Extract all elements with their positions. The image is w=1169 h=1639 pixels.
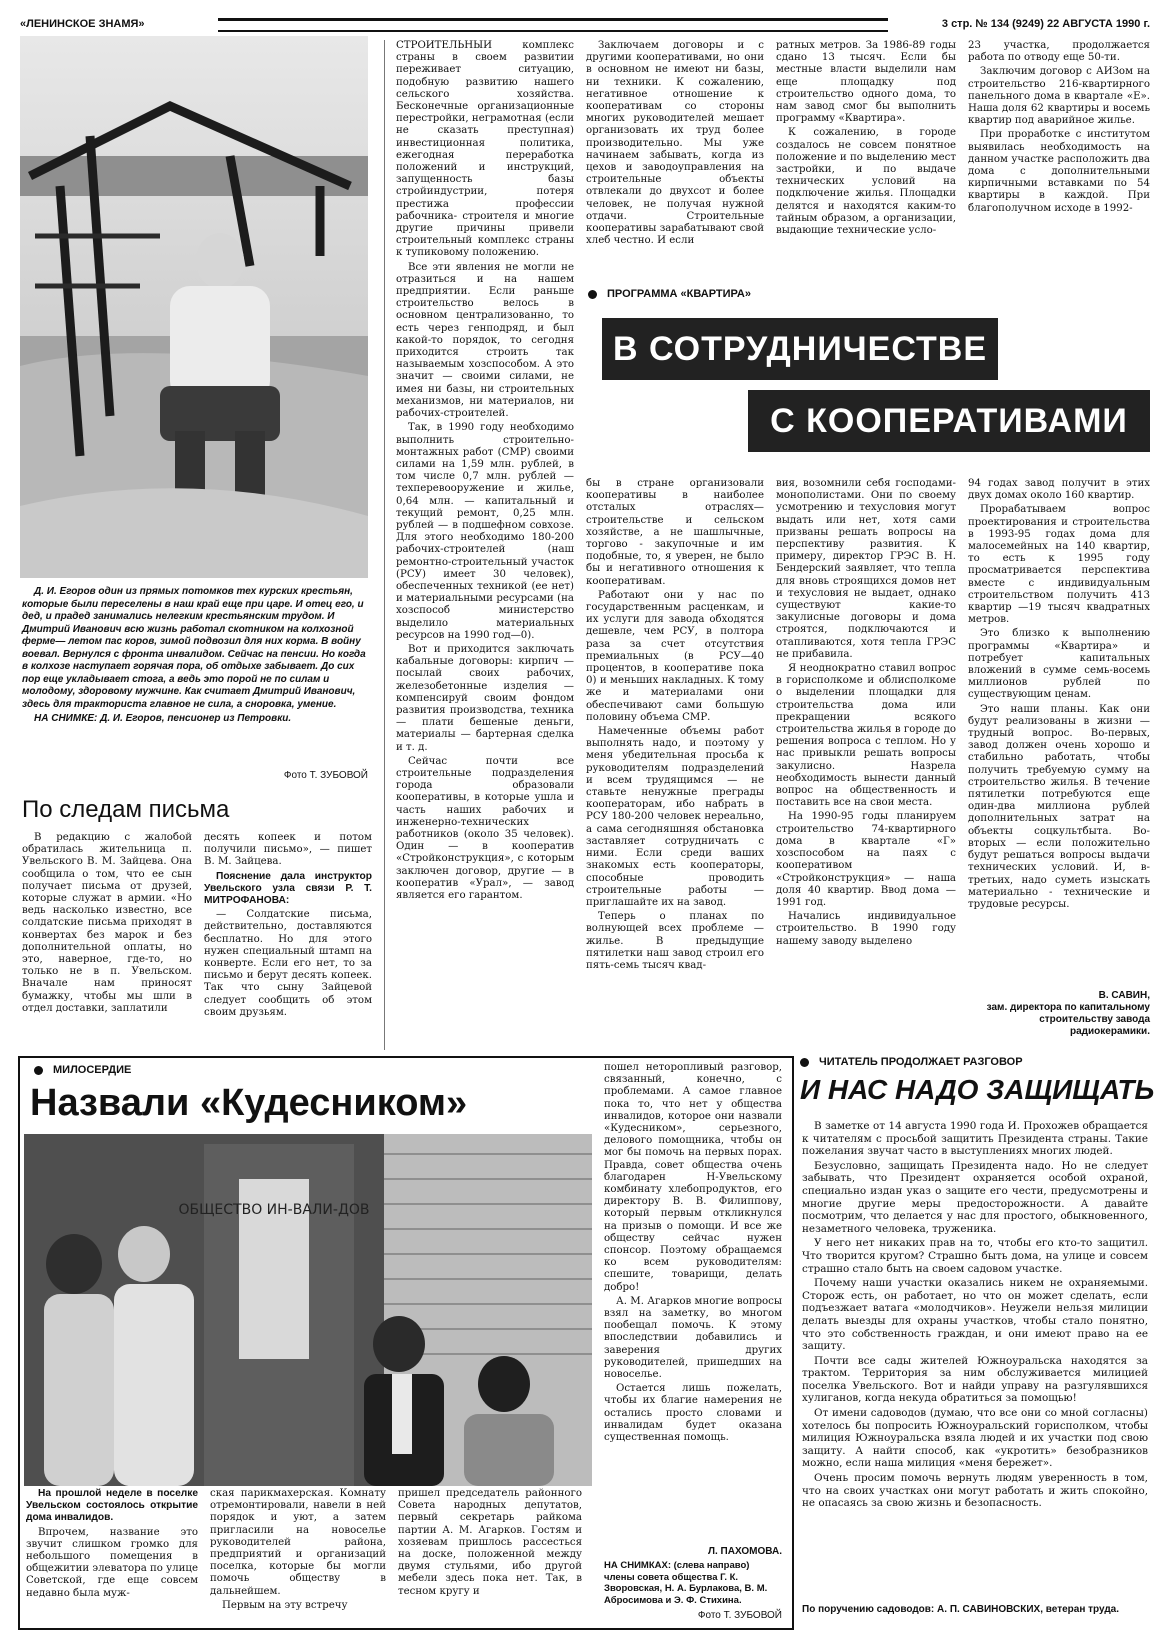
reader-para: Безусловно, защищать Президента надо. Но не следует забывать, что Президент охраняется особой охраной, специально издан указ о защите его чести, предусмотрены и многие другие меры предосторожности. А давайте посмотрим, что делается у нас для простого, обыкновенного, незаметного человека, труженика. — [802, 1159, 1148, 1235]
masthead-rule — [218, 18, 888, 32]
article-signature — [968, 990, 1150, 1038]
article-para: При проработке с институтом выявилась необходимость на данном участке расположить два дома с дополнительными кирпичными вставками по 54 квартиры в каждой. При благополучном исходе в 1992- — [968, 129, 1150, 214]
bullet-icon — [588, 290, 597, 299]
article-para: бы в стране организовали кооперативы в наиболее отсталых отраслях— строительстве и сельском хозяйстве, а не шашлычные, торгово - закупочные и им подобные, то, я уверен, не было бы и негативного отношения к кооперативам. — [586, 478, 764, 587]
article-para: Сейчас почти все строительные подразделения города образовали кооперативы, в которые ушла и часть наших рабочих и инженерно-технических работников (около 35 человек). Один — в кооператив «Стройконструкция», с которым заключен договор, другие — в кооператив «Урал», — завод является его гарантом. — [396, 755, 574, 902]
reader-headline: И НАС НАДО ЗАЩИЩАТЬ — [800, 1074, 1155, 1105]
signature-title: зам. директора по капитальному строительству завода радиокерамики. — [986, 1002, 1150, 1037]
article-para: Намеченные объемы работ выполнять надо, и поэтому у меня убедительная просьба к руководителям подразделений и всем трудящимся — не ставьте ненужные преграды кооператорам, ибо набрать в РСУ 180-200 человек нереально, а сама сегодняшняя обстановка заставляет сотрудничать с ними. Если среди ваших знакомых есть кооператоры, способные проводить строительные работы — приглашайте их на завод. — [586, 726, 764, 908]
caption-text: Д. И. Егоров один из прямых потомков тех курских крестьян, которые были переселены в наш край еще при царе. И отец его, и дед, и прадед занимались нелегким крестьянским трудом. И Дмитрий Иванович всю жизнь работал скотником на колхозной ферме— летом пас коров, зимой подвозил для них корма. В войну воевал. Вернулся с фронта инвалидом. Сейчас на пенсии. Но когда в колхозе наступает горячая пора, об отдыхе забывает. До сих пор еще укладывает стога, а ведь это порой не по силам и молодому, здоровому мужчине. Как считает Дмитрий Иванович, здесь для тракториста главное не сила, а сноровка, умение. — [22, 586, 366, 710]
article-para: Начались индивидуальное строительство. В 1990 году нашему заводу выделено — [776, 911, 956, 947]
headline-line-2: С КООПЕРАТИВАМИ — [748, 390, 1150, 452]
article-para: Все эти явления не могли не отразиться и на нашем предприятии. Если раньше строительство велось в основном централизованно, то есть через генподряд, и был какой-то порядок, то сегодня приходится строить так называемым хозспособом. А это значит — своими силами, не имея ни базы, ни строительных механизмов, ни материалов, ни рабочих-строителей. — [396, 261, 574, 420]
bullet-icon — [34, 1066, 43, 1075]
kudesnik-col-r — [604, 1062, 782, 1542]
letter-text-1: В редакцию с жалобой обратилась жительница п. Увельского В. М. Зайцева. Она сообщила о том, что ее сын получает письма от друзей, которые служат в армии. «Но ведь насколько известно, все солдатские письма приходят в конвертах без марок и без дополнительной оплаты, но это, наверное, где-то, но только не в п. Увельском. Вначале нам приносят бумажку, чтобы мы шли в отдел доставки, заплатили — [22, 832, 192, 1014]
article-para: 23 участка, продолжается работа по отводу еще 50-ти. — [968, 40, 1150, 64]
signature-name: В. САВИН, — [1098, 990, 1150, 1001]
kudesnik-photo-credit: Фото Т. ЗУБОВОЙ — [697, 1610, 782, 1621]
reader-rubric — [800, 1056, 1023, 1068]
article-col-d — [968, 478, 1150, 978]
headline-line-1: В СОТРУДНИЧЕСТВЕ — [602, 318, 998, 380]
rubric-text: ПРОГРАММА «КВАРТИРА» — [607, 288, 751, 300]
article-para: ратных метров. За 1986-89 годы сдано 13 тысяч. Если бы местные власти выделили нам еще площадку под строительство одного дома, то нам завод смог бы выполнить программу «Квартира». — [776, 40, 956, 125]
article-col-b-top — [586, 40, 764, 278]
kudesnik-para: Остается лишь пожелать, чтобы их благие намерения не остались просто словами и инвалидам будет оказана существенная помощь. — [604, 1383, 782, 1444]
kudesnik-para: ская парикмахерская. Комнату отремонтировали, навели в ней порядок и уют, а затем пригласили на новоселье руководителей района, предприятий и организаций поселка, которые бы могли помочь обществу в дальнейшем. — [210, 1488, 386, 1597]
kudesnik-photo-caption: НА СНИМКАХ: (слева направо) члены совета общества Г. К. Зворовская, Н. А. Бурлакова, В. М. Абросимова и Э. Ф. Стихина. — [604, 1560, 768, 1606]
photo-egorov-caption — [22, 586, 368, 726]
reader-para: Очень просим помочь вернуть людям уверенность в том, что на своих участках они могут работать и жить спокойно, не опасаясь за свою жизнь и безопасность. — [802, 1472, 1148, 1510]
reader-para: У него нет никаких прав на то, чтобы его кто-то защитил. Что творится кругом? Страшно быть дома, на улице и совсем страшно стало быть на своем садовом участке. — [802, 1237, 1148, 1275]
photo-credit: Фото Т. ЗУБОВОЙ — [283, 770, 368, 781]
kudesnik-lead: На прошлой неделе в поселке Увельском состоялось открытие дома инвалидов. — [26, 1488, 198, 1524]
article-para: Заключаем договоры и с другими кооперативами, но они в основном не имеют ни базы, ни техники. К сожалению, негативное отношение к кооперативам со стороны многих руководителей мешает организовать их труд более производительно. Мы уже начинаем забывать, когда из цехов и заводоуправления на строительные объекты отвлекали до двухсот и более человек, не получая нужной отдачи. Строительные кооперативы зарабатывают свой хлеб честно. И если — [586, 40, 764, 247]
rubric-text: ЧИТАТЕЛЬ ПРОДОЛЖАЕТ РАЗГОВОР — [819, 1056, 1023, 1068]
letter-col-2 — [204, 832, 372, 1042]
kudesnik-photo-image — [24, 1134, 592, 1486]
article-para: Теперь о планах по волнующей всех проблеме — жилье. В предыдущие пятилетки наш завод строил его пять-семь тысяч квад- — [586, 911, 764, 971]
article-rubric — [588, 288, 751, 300]
kudesnik-rubric — [34, 1064, 131, 1076]
kudesnik-para: Первым на эту встречу — [222, 1599, 348, 1611]
article-para: Работают они у нас по государственным расценкам, и их услуги для завода обходятся дешевле, чем РСУ, в полтора раза за счет отсутствия премиальных (в РСУ—40 процентов, в кооперативе пока 0) и меньших накладных. К тому же и материалами они обеспечивают сами большую половину объема СМР. — [586, 589, 764, 723]
kudesnik-para: Впрочем, название это звучит слишком громко для небольшого помещения в общежитии элеватора по улице Советской, где еще совсем недавно была муж- — [26, 1526, 198, 1599]
article-col-a — [396, 40, 574, 1050]
article-para: Это близко к выполнению программы «Квартира» и потребует капитальных вложений в сумме семь-восемь миллионов рублей по существующим ценам. — [968, 628, 1150, 701]
kudesnik-para: пошел неторопливый разговор, связанный, конечно, с проблемами. А самое главное пока то, что нет у общества инвалидов, которое они назвали «Кудесником», серьезного, делового помощника, чтобы он мог бы помочь на первых порах. Правда, совет общества очень благодарен Н-Увельскому комбинату хлебопродуктов, его директору В. В. Филиппову, который первым откликнулся на призыв о помощи. И все же обществу сейчас нужен спонсор. Поэтому обращаемся ко всем руководителям: спешите, товарищи, делать добро! — [604, 1062, 782, 1293]
article-para: К сожалению, в городе создалось не совсем понятное положение и по выделению мест застройки, и по выдаче технических условий на подключение жилья. Площадки делятся и находятся каким-то тайным образом, а организации, выдающие технические усло- — [776, 127, 956, 237]
photo-kudesnik — [24, 1134, 592, 1486]
article-col-d-top — [968, 40, 1150, 278]
masthead — [20, 14, 1150, 36]
issue-info: 3 стр. № 134 (9249) 22 АВГУСТА 1990 г. — [941, 18, 1150, 30]
kudesnik-col-2 — [210, 1488, 386, 1620]
reader-para: Почти все сады жителей Южноуральска находятся за трактом. Территория за ним обслуживается милицией поселка Увельского. Вот и найди управу на разгулявшихся хулиганов, когда некуда обратиться за помощью! — [802, 1354, 1148, 1405]
letter-col-1 — [22, 832, 192, 1042]
article-para: вия, возомнили себя господами-монополистами. Они по своему усмотрению и техусловия могут выдать или нет, хотя сами призваны решать вопросы на перспективу развития. К примеру, директор ГРЭС В. Н. Бендерский заявляет, что тепла для вновь строящихся домов нет и техусловия не выдает, однако существуют какие-то закулисные договоры и дома строятся, подключаются и отапливаются, хотя тепла ГРЭС не прибавила. — [776, 478, 956, 660]
article-col-c — [776, 478, 956, 1050]
letter-reply-head: Пояснение дала инструктор Увельского узла связи Р. Т. МИТРОФАНОВА: — [204, 870, 372, 907]
article-para: Прорабатываем вопрос проектирования и строительства в 1993-95 годах дома для малосемейных на 140 квартир, то есть к 1995 году просматривается перспектива вместе с индивидуальным строительством получить 413 квартир —19 тысяч квадратных метров. — [968, 504, 1150, 626]
letter-title: По следам письма — [22, 796, 230, 823]
reader-para: Почему наши участки оказались никем не охраняемыми. Сторож есть, он работает, но что он может сделать, если подъезжает ватага «молодчиков». Неужели нельзя милиции делать выезды для охраны участков, чтобы стало понятно, что это собственность граждан, и они имеют право на ее защиту. — [802, 1277, 1148, 1353]
sign-text: ОБЩЕСТВО ИН-ВАЛИ-ДОВ — [178, 1202, 370, 1218]
article-para: На 1990-95 годы планируем строительство 74-квартирного дома в квартале «Г» хозспособом на паях с кооперативом «Стройконструкция» — наша доля 40 квартир. Ввод дома —1991 год. — [776, 811, 956, 908]
article-para: Это наши планы. Как они будут реализованы в жизни — трудный вопрос. Во-первых, завод должен очень хорошо и стабильно работать, чтобы получить требуемую сумму на строительство жилья. В течение пятилетки потребуются еще один-два миллиона рублей дополнительных затрат на объекты соцкультбыта. Во-вторых — если положительно будут решаться вопросы выдачи технических условий. И, в-третьих, надо суметь изыскать материально - технические и трудовые ресурсы. — [968, 703, 1150, 910]
newspaper-name: «ЛЕНИНСКОЕ ЗНАМЯ» — [20, 18, 145, 30]
reader-body — [802, 1120, 1148, 1600]
article-lead: СТРОИТЕЛЬНЫЙ комплекс страны в своем развитии переживает ситуацию, подобную развитию нашего сельского хозяйства. Бесконечные организационные перестройки, неграмотная (если не сказать преступная) инвестиционная политика, ежегодная переработка положений и инструкций, запущенность базы стройиндустрии, потеря престижа профессии рабочника- строителя и многие другие причины привели строительный комплекс страны к тупиковому положению. — [396, 40, 574, 259]
kudesnik-signature: Л. ПАХОМОВА. — [707, 1546, 782, 1557]
reader-para: От имени садоводов (думаю, что все они со мной согласны) хотелось бы попросить Южноуральский горисполком, чтобы милиция Южноуральска взяла людей и их участки под свою защиту. А найти способ, как «укротить» безобразников можно, если наша милиция «меня бережет». — [802, 1407, 1148, 1470]
rubric-text: МИЛОСЕРДИЕ — [53, 1064, 132, 1076]
article-col-b — [586, 478, 764, 1050]
reader-signature: По поручению садоводов: А. П. САВИНОВСКИХ, ветеран труда. — [802, 1604, 1120, 1615]
kudesnik-para: А. М. Агарков многие вопросы взял на заметку, во многом пообещал помочь. К этому впоследствии добавились и заверения других руководителей, пришедших на новоселье. — [604, 1295, 782, 1381]
article-para: Заключим договор с АИЗом на строительство 216-квартирного панельного дома в квартале «Е». Наша доля 62 квартиры и восемь квартир под аварийное жилье. — [968, 66, 1150, 127]
kudesnik-col-1 — [26, 1488, 198, 1620]
kudesnik-col-3 — [398, 1488, 582, 1620]
article-col-c-top — [776, 40, 956, 278]
kudesnik-para: пришел председатель районного Совета народных депутатов, первый секретарь райкома партии А. М. Агарков. Гостям и хозяевам пришлось рассесться на доске, положенной между двумя стульями, ибо другой мебели здесь пока нет. Так, в тесном кругу и — [398, 1488, 582, 1597]
article-para: Вот и приходится заключать кабальные договоры: кирпич — посылай своих рабочих, железобетонные изделия — компенсируй своим фондом развития производства, техника — плати бешеные деньги, материалы — бартерная сделка и т. д. — [396, 643, 574, 753]
article-para: Я неоднократно ставил вопрос в горисполкоме и облисполкоме о выделении площадки для строительства дома или прекращении всякого строительства жилья в городе до решения вопроса с теплом. Но у нас привыкли решать вопросы закулисно. Назрела необходимость вынести данный вопрос на общественность и поставить все на свои места. — [776, 663, 956, 809]
photo-egorov — [20, 36, 368, 578]
reader-para: В заметке от 14 августа 1990 года И. Прохожев обращается к читателям с просьбой защитить Президента страны. Такие пожелания звучат часто в выступлениях многих людей. — [802, 1120, 1148, 1158]
article-para: 94 годах завод получит в этих двух домах около 160 квартир. — [968, 478, 1150, 502]
divider — [384, 40, 385, 1050]
letter-reply: — Солдатские письма, действительно, доставляются бесплатно. Но для этого нужен специальный штамп на конверте. Если его нет, то за письмо и берут десять копеек. Так что сыну Зайцевой следует сообщить об этом своим друзьям. — [204, 909, 372, 1018]
kudesnik-headline: Назвали «Кудесником» — [30, 1082, 468, 1124]
bullet-icon — [800, 1058, 809, 1067]
letter-text-2: десять копеек и потом получили письмо», — пишет В. М. Зайцева. — [204, 832, 372, 868]
caption-label: НА СНИМКЕ: Д. И. Егоров, пенсионер из Петровки. — [34, 713, 292, 724]
article-para: Так, в 1990 году необходимо выполнить строительно- монтажных работ (СМР) своими силами на 1,59 млн. рублей, в том числе 0,7 млн. рублей —техперевооружение и жилье, 0,64 млн. — капитальный и текущий ремонт, 0,25 млн. рублей — в подшефном совхозе. Для этого необходимо 180-200 рабочих-строителей (наш ремонтно-строительный участок (РСУ) имеет 30 человек), обеспеченных техникой (ее нет) и материальными ресурсами (на хозспособ министерство выделило материальных ресурсов на 1990 год—0). — [396, 422, 574, 641]
egorov-photo-image — [20, 36, 368, 578]
